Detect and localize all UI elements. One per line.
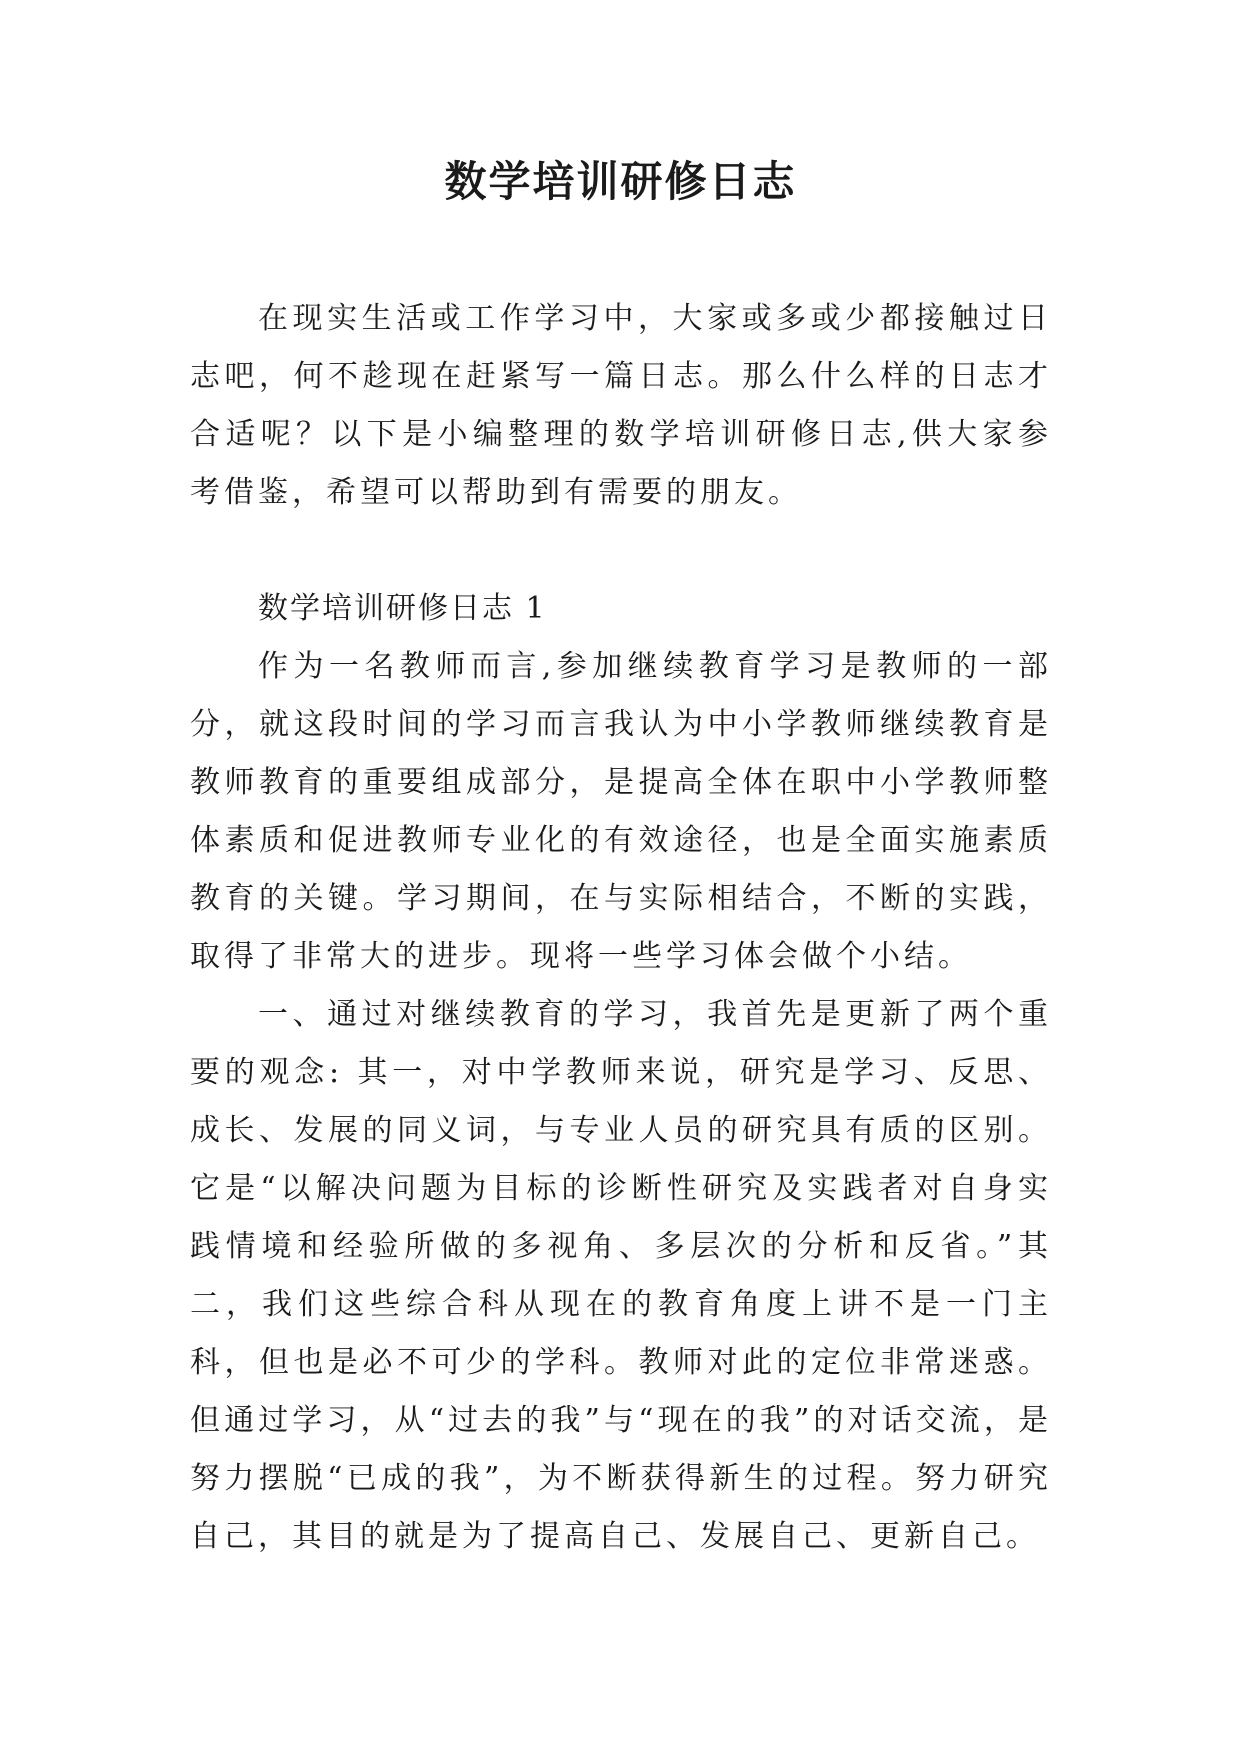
document-title: 数学培训研修日志: [444, 157, 797, 206]
section-1: [190, 580, 1052, 1566]
section-1-heading: 数学培训研修日志 1: [258, 591, 547, 626]
intro-paragraph: 在现实生活或工作学习中，大家或多或少都接触过日志吧，何不趁现在赶紧写一篇日志。那么什么样的日志才合适呢？以下是小编整理的数学培训研修日志,供大家参考借鉴，希望可以帮助到有需要的朋友。: [190, 301, 1052, 510]
section-1-paragraph-1: 作为一名教师而言,参加继续教育学习是教师的一部分，就这段时间的学习而言我认为中小学教师继续教育是教师教育的重要组成部分，是提高全体在职中小学教师整体素质和促进教师专业化的有效途径，也是全面实施素质教育的关键。学习期间，在与实际相结合，不断的实践，取得了非常大的进步。现将一些学习体会做个小结。: [190, 649, 1052, 974]
section-1-paragraph-2: 一、通过对继续教育的学习，我首先是更新了两个重要的观念: 其一，对中学教师来说，研究是学习、反思、成长、发展的同义词，与专业人员的研究具有质的区别。它是“以解决问题为目标的诊断性研究及实践者对自身实践情境和经验所做的多视角、多层次的分析和反省。”其二，我们这些综合科从现在的教育角度上讲不是一门主科，但也是必不可少的学科。教师对此的定位非常迷惑。但通过学习，从“过去的我”与“现在的我”的对话交流，是努力摆脱“已成的我”，为不断获得新生的过程。努力研究自己，其目的就是为了提高自己、发展自己、更新自己。: [190, 997, 1052, 1554]
